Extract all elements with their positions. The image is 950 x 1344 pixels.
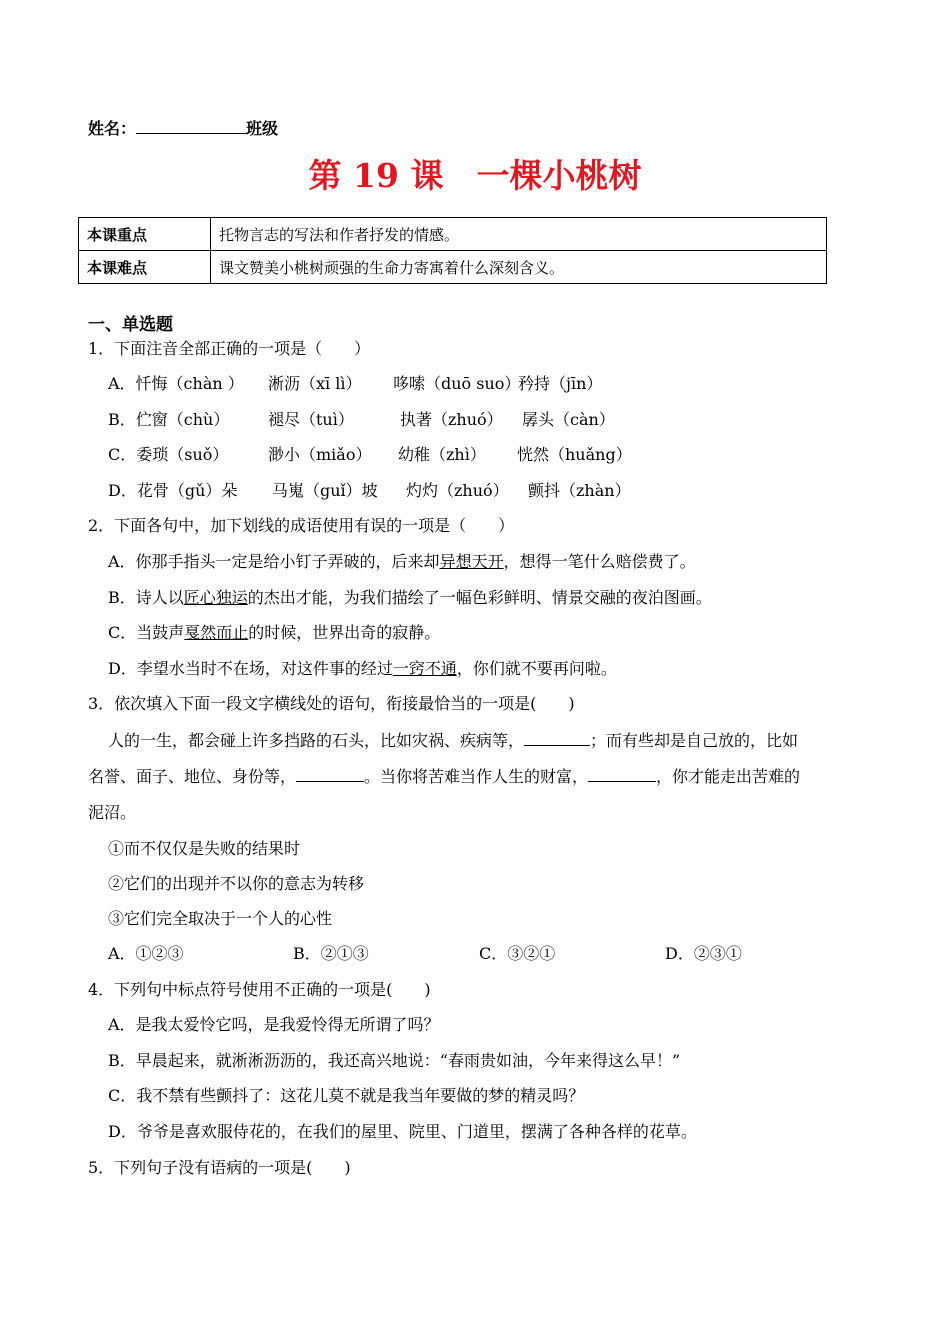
table-value: 托物言志的写法和作者抒发的情感。 <box>211 218 827 251</box>
option-text: 的时候，世界出奇的寂静。 <box>248 623 441 642</box>
option-part: 矜持（jīn） <box>518 374 603 393</box>
fill-blank[interactable] <box>588 765 656 782</box>
question-2-option-d <box>108 658 617 680</box>
option-part: 淅沥（xī lì） <box>268 374 362 393</box>
question-4-option-b: B．早晨起来，就淅淅沥沥的，我还高兴地说：“春雨贵如油，今年来得这么早！” <box>108 1051 681 1070</box>
option-part: A．忏悔（chàn ） <box>108 374 244 393</box>
name-blank[interactable] <box>136 117 246 134</box>
lesson-info-table <box>78 217 827 284</box>
option-part: 孱头（càn） <box>522 410 615 429</box>
question-1-stem: 1．下面注音全部正确的一项是（ ） <box>88 339 371 358</box>
question-3-passage-line-3: 泥沼。 <box>88 803 137 822</box>
name-class-line <box>88 117 278 140</box>
question-3-passage-line-1 <box>108 729 798 752</box>
class-label: 班级 <box>246 119 279 138</box>
question-4-option-d: D．爷爷是喜欢服侍花的，在我们的屋里、院里、门道里，摆满了各种各样的花草。 <box>108 1122 697 1141</box>
option-text: 的杰出才能，为我们描绘了一幅色彩鲜明、情景交融的夜泊图画。 <box>247 588 712 607</box>
passage-text: 。当你将苦难当作人生的财富， <box>364 767 589 786</box>
option-text: ，想得一笔什么赔偿费了。 <box>503 552 696 571</box>
table-key: 本课难点 <box>79 251 211 284</box>
option-text: C．当鼓声 <box>108 623 185 642</box>
option-part: C．委琐（suǒ） <box>108 445 229 464</box>
option-part: 执著（zhuó） <box>400 410 503 429</box>
option-part: 马嵬（guǐ）坡 <box>272 481 378 500</box>
question-4-stem: 4．下列句中标点符号使用不正确的一项是( ) <box>88 980 431 999</box>
table-key: 本课重点 <box>79 218 211 251</box>
option-text: D．李望水当时不在场，对这件事的经过 <box>108 659 393 678</box>
underlined-idiom: 匠心独运 <box>183 588 248 607</box>
option-part: 渺小（miǎo） <box>268 445 372 464</box>
option-c: C．③②① <box>479 944 556 963</box>
question-4-option-c: C．我不禁有些颤抖了：这花儿莫不就是我当年要做的梦的精灵吗？ <box>108 1086 585 1105</box>
option-part: D．花骨（gǔ）朵 <box>108 481 238 500</box>
question-3-sentence-3: ③它们完全取决于一个人的心性 <box>108 909 333 928</box>
option-part: 颤抖（zhàn） <box>528 481 631 500</box>
table-row <box>79 251 827 284</box>
option-text: B．诗人以 <box>108 588 184 607</box>
passage-text: ；而有些却是自己放的，比如 <box>590 731 799 750</box>
question-2-option-a <box>108 551 696 573</box>
question-5-stem: 5．下列句子没有语病的一项是( ) <box>88 1158 351 1177</box>
question-4-option-a: A．是我太爱怜它吗，是我爱怜得无所谓了吗？ <box>108 1015 440 1034</box>
option-b: B．②①③ <box>293 944 369 963</box>
option-part: 褪尽（tuì） <box>268 410 354 429</box>
fill-blank[interactable] <box>524 729 590 746</box>
option-part: 恍然（huǎng） <box>517 445 632 464</box>
question-2-option-c <box>108 622 440 644</box>
page-title: 第 19 课 一棵小桃树 <box>308 156 642 195</box>
underlined-idiom: 戛然而止 <box>184 623 249 642</box>
option-text: A．你那手指头一定是给小钉子弄破的，后来却 <box>108 552 440 571</box>
question-2-option-b <box>108 587 712 609</box>
question-3-passage-line-2 <box>88 765 800 788</box>
table-value: 课文赞美小桃树顽强的生命力寄寓着什么深刻含义。 <box>211 251 827 284</box>
table-row <box>79 218 827 251</box>
passage-text: ，你才能走出苦难的 <box>656 767 801 786</box>
question-2-stem: 2．下面各句中，加下划线的成语使用有误的一项是（ ） <box>88 516 515 535</box>
option-part: 幼稚（zhì） <box>398 445 486 464</box>
section-heading: 一、单选题 <box>88 315 173 335</box>
option-d: D．②③① <box>665 944 742 963</box>
question-3-sentence-1: ①而不仅仅是失败的结果时 <box>108 839 301 858</box>
option-a: A．①②③ <box>108 944 184 963</box>
passage-text: 名誉、面子、地位、身份等， <box>88 767 297 786</box>
option-part: 灼灼（zhuó） <box>406 481 509 500</box>
underlined-idiom: 异想天开 <box>439 552 504 571</box>
option-part: B．伫窗（chù） <box>108 410 230 429</box>
fill-blank[interactable] <box>296 765 364 782</box>
question-3-stem: 3．依次填入下面一段文字横线处的语句，衔接最恰当的一项是( ) <box>88 694 575 713</box>
question-3-sentence-2: ②它们的出现并不以你的意志为转移 <box>108 874 365 893</box>
option-text: ，你们就不要再问啦。 <box>456 659 617 678</box>
option-part: 哆嗦（duō suo） <box>393 374 521 393</box>
name-label: 姓名： <box>88 119 137 138</box>
passage-text: 人的一生，都会碰上许多挡路的石头，比如灾祸、疾病等， <box>108 731 525 750</box>
underlined-idiom: 一窍不通 <box>392 659 457 678</box>
